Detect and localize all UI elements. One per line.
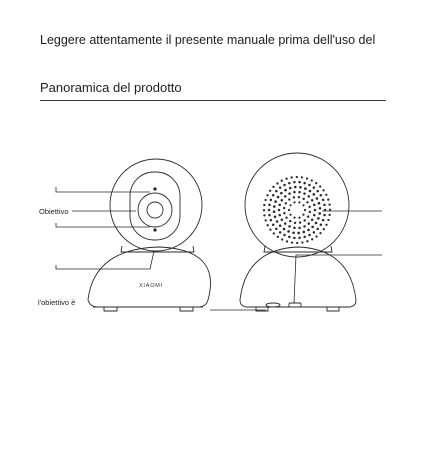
speaker-hole: [311, 238, 313, 240]
speaker-hole: [303, 236, 306, 239]
callout-line-usb: [294, 255, 382, 303]
speaker-hole: [313, 193, 316, 196]
speaker-hole: [294, 222, 296, 224]
speaker-hole: [289, 220, 291, 222]
back-base: [240, 247, 356, 307]
speaker-hole: [320, 194, 323, 197]
speaker-hole: [327, 219, 329, 221]
speaker-hole: [289, 204, 291, 206]
speaker-hole: [280, 192, 283, 195]
speaker-hole: [328, 203, 330, 205]
speaker-hole: [273, 205, 276, 208]
front-foot-left: [104, 307, 117, 311]
speaker-hole: [308, 222, 311, 225]
speaker-hole: [318, 212, 321, 215]
speaker-hole: [311, 179, 313, 181]
speaker-hole: [307, 229, 310, 232]
speaker-hole: [323, 204, 326, 207]
speaker-hole: [284, 189, 287, 192]
speaker-hole: [325, 224, 327, 226]
speaker-hole: [285, 217, 287, 219]
speaker-hole: [308, 184, 311, 187]
speaker-hole: [319, 185, 321, 187]
back-callouts: [210, 211, 382, 310]
speaker-hole: [298, 201, 300, 203]
speaker-hole: [322, 199, 325, 202]
speaker-hole: [276, 220, 279, 223]
speaker-hole: [316, 190, 319, 193]
speaker-hole: [272, 194, 275, 197]
speaker-hole: [274, 200, 277, 203]
speaker-hole: [325, 194, 327, 196]
speaker-hole: [273, 210, 276, 213]
speaker-hole: [313, 204, 316, 207]
speaker-hole: [270, 219, 273, 222]
speaker-hole: [288, 182, 291, 185]
speaker-hole: [308, 206, 310, 208]
speaker-hole: [316, 228, 319, 231]
speaker-hole: [268, 209, 271, 212]
speaker-hole: [265, 219, 267, 221]
speaker-hole: [291, 241, 293, 243]
speaker-hole: [320, 223, 323, 226]
speaker-hole: [309, 211, 311, 213]
speaker-hole: [303, 192, 306, 195]
speaker-hole: [301, 241, 303, 243]
speaker-hole: [293, 196, 295, 198]
speaker-hole: [319, 207, 322, 210]
speaker-hole: [308, 195, 311, 198]
speaker-hole: [302, 204, 304, 206]
speaker-hole: [264, 199, 266, 201]
speaker-hole: [273, 232, 275, 234]
speaker-hole: [269, 228, 271, 230]
speaker-hole: [303, 225, 306, 228]
speaker-hole: [319, 232, 321, 234]
speaker-hole: [275, 190, 278, 193]
speaker-hole: [292, 231, 295, 234]
speaker-hole: [298, 217, 300, 219]
speaker-hole: [289, 187, 292, 190]
section-title: Panoramica del prodotto: [40, 80, 182, 95]
speaker-hole: [307, 216, 309, 218]
speaker-hole: [283, 212, 285, 214]
speaker-hole: [294, 186, 297, 189]
speaker-hole: [323, 228, 325, 230]
speaker-hole: [298, 196, 300, 198]
speaker-hole: [311, 226, 314, 229]
speaker-hole: [315, 222, 318, 225]
speaker-hole: [304, 219, 306, 221]
speaker-hole: [281, 180, 283, 182]
front-brand-mark: XIAOMI: [138, 283, 164, 289]
speaker-hole: [303, 198, 305, 200]
speaker-hole: [272, 223, 275, 226]
speaker-hole: [318, 202, 321, 205]
speaker-hole: [272, 186, 274, 188]
speaker-hole: [269, 190, 271, 192]
speaker-hole: [283, 228, 286, 231]
speaker-hole: [286, 240, 288, 242]
speaker-hole: [296, 242, 298, 244]
front-foot-right: [180, 307, 193, 311]
speaker-hole: [293, 181, 296, 184]
speaker-hole: [309, 190, 312, 193]
speaker-hole: [298, 227, 301, 230]
speaker-hole: [311, 218, 314, 221]
speaker-hole: [308, 234, 311, 237]
speaker-hole: [284, 195, 287, 198]
speaker-hole: [306, 240, 308, 242]
speaker-hole: [263, 204, 265, 206]
back-head: [245, 153, 349, 257]
back-foot-right: [327, 307, 339, 311]
speaker-hole: [279, 231, 282, 234]
speaker-hole: [288, 198, 290, 200]
speaker-hole: [268, 204, 271, 207]
speaker-hole: [297, 232, 300, 235]
intro-paragraph: Leggere attentamente il presente manuale prima dell'uso del: [40, 33, 376, 47]
speaker-hole: [293, 237, 296, 240]
speaker-hole: [263, 209, 265, 211]
speaker-hole: [277, 236, 279, 238]
speaker-hole: [299, 221, 301, 223]
speaker-hole: [281, 199, 284, 202]
speaker-hole: [278, 209, 281, 212]
speaker-hole: [293, 227, 296, 230]
speaker-hole: [293, 201, 295, 203]
speaker-hole: [323, 214, 326, 217]
callout-line-top: [56, 187, 150, 192]
speaker-hole: [279, 186, 282, 189]
speaker-hole: [311, 199, 314, 202]
speaker-hole: [270, 199, 273, 202]
back-speaker-grill: [263, 176, 331, 244]
speaker-hole: [278, 204, 281, 207]
speaker-hole: [275, 228, 278, 231]
speaker-hole: [313, 214, 316, 217]
speaker-hole: [315, 182, 317, 184]
speaker-hole: [313, 186, 316, 189]
speaker-hole: [316, 197, 319, 200]
speaker-hole: [315, 235, 317, 237]
speaker-hole: [298, 181, 301, 184]
speaker-hole: [283, 207, 285, 209]
speaker-hole: [266, 194, 268, 196]
front-lens-outer: [138, 193, 172, 227]
speaker-hole: [328, 214, 330, 216]
speaker-hole: [306, 177, 308, 179]
speaker-hole: [285, 178, 287, 180]
speaker-hole: [263, 214, 265, 216]
front-indicator-top: [154, 188, 156, 190]
speaker-hole: [276, 182, 278, 184]
speaker-hole: [284, 222, 287, 225]
speaker-hole: [289, 214, 291, 216]
front-indicator-bottom: [154, 229, 156, 231]
speaker-hole: [277, 196, 280, 199]
speaker-hole: [313, 231, 316, 234]
speaker-hole: [306, 201, 308, 203]
speaker-hole: [274, 215, 277, 218]
speaker-hole: [279, 224, 282, 227]
speaker-hole: [281, 238, 283, 240]
speaker-hole: [302, 231, 305, 234]
speaker-hole: [281, 218, 284, 221]
speaker-hole: [298, 237, 301, 240]
speaker-hole: [267, 224, 269, 226]
back-reset-slot: [266, 303, 280, 307]
speaker-hole: [278, 214, 281, 217]
callout-label-lens-note: l'obiettivo è: [38, 298, 76, 307]
speaker-hole: [283, 234, 286, 237]
speaker-hole: [283, 184, 286, 187]
back-usb-port: [289, 303, 301, 307]
callout-line-neck: [56, 251, 154, 269]
speaker-hole: [299, 186, 302, 189]
speaker-hole: [304, 187, 307, 190]
speaker-hole: [287, 230, 290, 233]
speaker-hole: [322, 189, 324, 191]
speaker-hole: [329, 209, 331, 211]
front-base: [88, 247, 211, 307]
speaker-hole: [298, 191, 301, 194]
speaker-hole: [322, 219, 325, 222]
callout-line-mid: [56, 223, 150, 227]
speaker-hole: [302, 214, 304, 216]
speaker-hole: [268, 214, 271, 217]
speaker-hole: [303, 182, 306, 185]
speaker-hole: [288, 209, 290, 211]
front-head: [110, 159, 202, 251]
speaker-hole: [317, 217, 320, 220]
speaker-hole: [288, 192, 291, 195]
speaker-hole: [304, 209, 306, 211]
speaker-hole: [293, 191, 296, 194]
speaker-hole: [290, 176, 292, 178]
speaker-hole: [288, 236, 291, 239]
speaker-hole: [301, 176, 303, 178]
front-callouts: [56, 187, 154, 269]
front-lens-inner: [147, 202, 163, 218]
speaker-hole: [314, 209, 317, 212]
callout-label-lens: Obiettivo: [39, 207, 69, 216]
speaker-hole: [285, 202, 287, 204]
speaker-hole: [288, 225, 291, 228]
speaker-hole: [293, 217, 295, 219]
speaker-hole: [327, 198, 329, 200]
speaker-hole: [296, 176, 298, 178]
